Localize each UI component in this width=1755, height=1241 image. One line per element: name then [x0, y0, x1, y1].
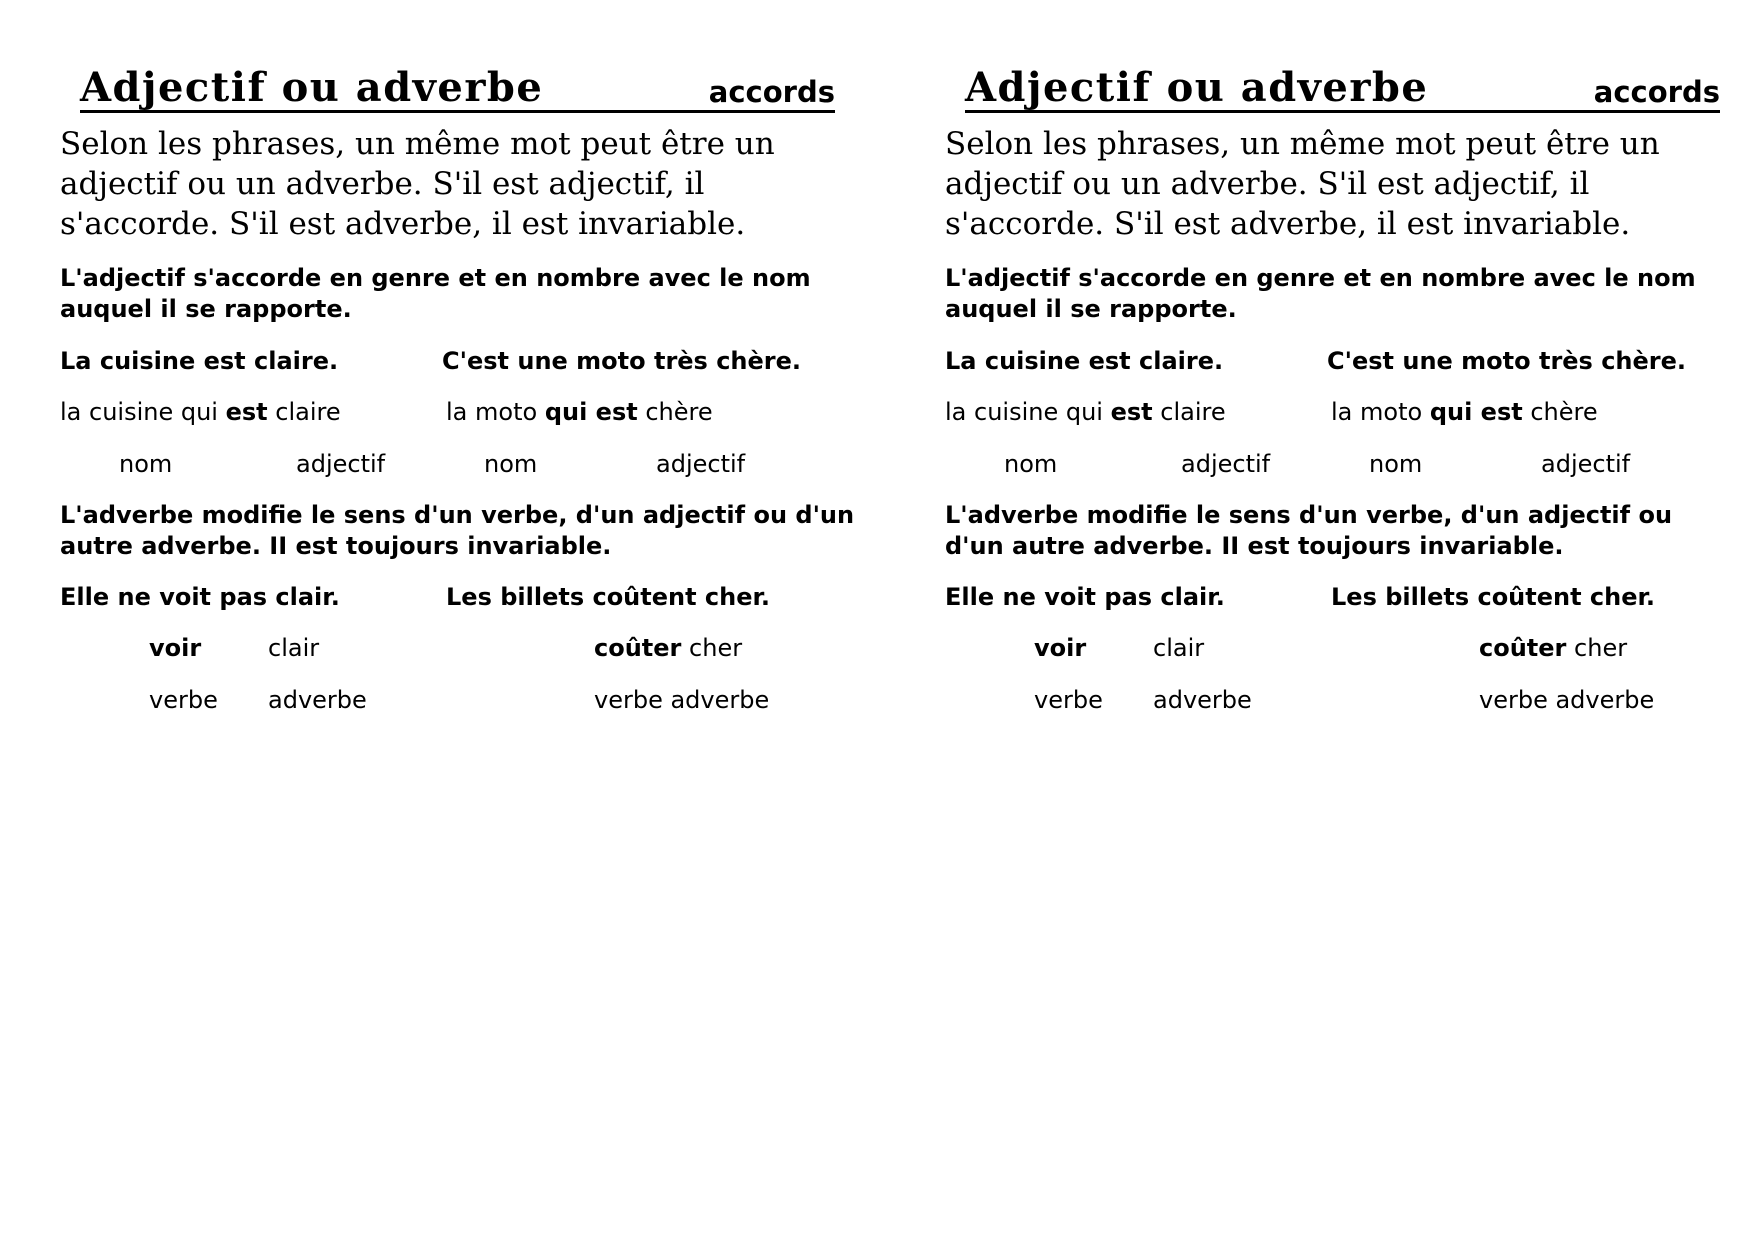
label-adjectif-2: adjectif	[656, 450, 746, 478]
adverb-cher: cher	[1574, 634, 1628, 662]
label-adjectif-2: adjectif	[1541, 450, 1631, 478]
cost-analysis	[1479, 633, 1627, 663]
verb-couter: coûter	[594, 634, 682, 662]
label-verbe: verbe	[149, 686, 218, 714]
adverb-rule: L'adverbe modifie le sens d'un verbe, d'un adjectif ou d'un autre adverbe. II est toujours invariable.	[60, 501, 855, 560]
analysis-1	[945, 397, 1226, 427]
analysis-2-verb: qui est	[1429, 398, 1523, 426]
lesson-title: Adjectif ou adverbe	[965, 64, 1429, 111]
title-row	[965, 66, 1720, 113]
adjective-example-1: La cuisine est claire.	[945, 347, 1224, 375]
intro-paragraph: Selon les phrases, un même mot peut être un adjectif ou un adverbe. S'il est adjectif, il s'accorde. S'il est adverbe, il est invariable.	[945, 126, 1660, 242]
adjective-rule: L'adjectif s'accorde en genre et en nombre avec le nom auquel il se rapporte.	[945, 264, 1696, 323]
analysis-2-adjective: chère	[645, 398, 713, 426]
lesson-tag: accords	[1593, 75, 1720, 109]
adjective-example-2: C'est une moto très chère.	[1327, 347, 1687, 375]
label-adverbe: adverbe	[268, 686, 367, 714]
lesson-tag: accords	[708, 75, 835, 109]
analysis-1-adjective: claire	[275, 398, 341, 426]
adjective-rule: L'adjectif s'accorde en genre et en nombre avec le nom auquel il se rapporte.	[60, 264, 811, 323]
verb-voir: voir	[149, 634, 202, 662]
analysis-1-start: la cuisine qui	[60, 398, 218, 426]
intro-paragraph: Selon les phrases, un même mot peut être un adjectif ou un adverbe. S'il est adjectif, il s'accorde. S'il est adverbe, il est invariable.	[60, 126, 775, 242]
analysis-1-start: la cuisine qui	[945, 398, 1103, 426]
adverb-cher: cher	[689, 634, 743, 662]
label-verbe-adverbe: verbe adverbe	[594, 686, 770, 714]
title-row	[80, 66, 835, 113]
lesson-title: Adjectif ou adverbe	[80, 64, 544, 111]
analysis-1-verb: est	[1110, 398, 1153, 426]
label-adverbe: adverbe	[1153, 686, 1252, 714]
adverb-example-2: Les billets coûtent cher.	[1331, 583, 1656, 611]
adverb-rule: L'adverbe modifie le sens d'un verbe, d'un adjectif ou d'un autre adverbe. II est toujours invariable.	[945, 501, 1673, 560]
adverb-example-1: Elle ne voit pas clair.	[945, 583, 1225, 611]
label-nom-2: nom	[1369, 450, 1423, 478]
analysis-1	[60, 397, 341, 427]
analysis-2-start: la moto	[446, 398, 538, 426]
label-verbe-adverbe: verbe adverbe	[1479, 686, 1655, 714]
label-nom-1: nom	[119, 450, 173, 478]
verb-couter: coûter	[1479, 634, 1567, 662]
analysis-2	[1331, 397, 1598, 427]
analysis-1-verb: est	[225, 398, 268, 426]
adverb-clair: clair	[268, 634, 320, 662]
label-verbe: verbe	[1034, 686, 1103, 714]
analysis-1-adjective: claire	[1160, 398, 1226, 426]
label-nom-1: nom	[1004, 450, 1058, 478]
adverb-clair: clair	[1153, 634, 1205, 662]
cost-analysis	[594, 633, 742, 663]
adjective-example-2: C'est une moto très chère.	[442, 347, 802, 375]
adverb-example-2: Les billets coûtent cher.	[446, 583, 771, 611]
verb-voir: voir	[1034, 634, 1087, 662]
label-adjectif-1: adjectif	[1181, 450, 1271, 478]
label-adjectif-1: adjectif	[296, 450, 386, 478]
analysis-2	[446, 397, 713, 427]
lesson-card-right	[945, 0, 1720, 1241]
analysis-2-start: la moto	[1331, 398, 1423, 426]
adjective-example-1: La cuisine est claire.	[60, 347, 339, 375]
adverb-example-1: Elle ne voit pas clair.	[60, 583, 340, 611]
analysis-2-adjective: chère	[1530, 398, 1598, 426]
analysis-2-verb: qui est	[544, 398, 638, 426]
label-nom-2: nom	[484, 450, 538, 478]
lesson-card-left	[60, 0, 855, 1241]
